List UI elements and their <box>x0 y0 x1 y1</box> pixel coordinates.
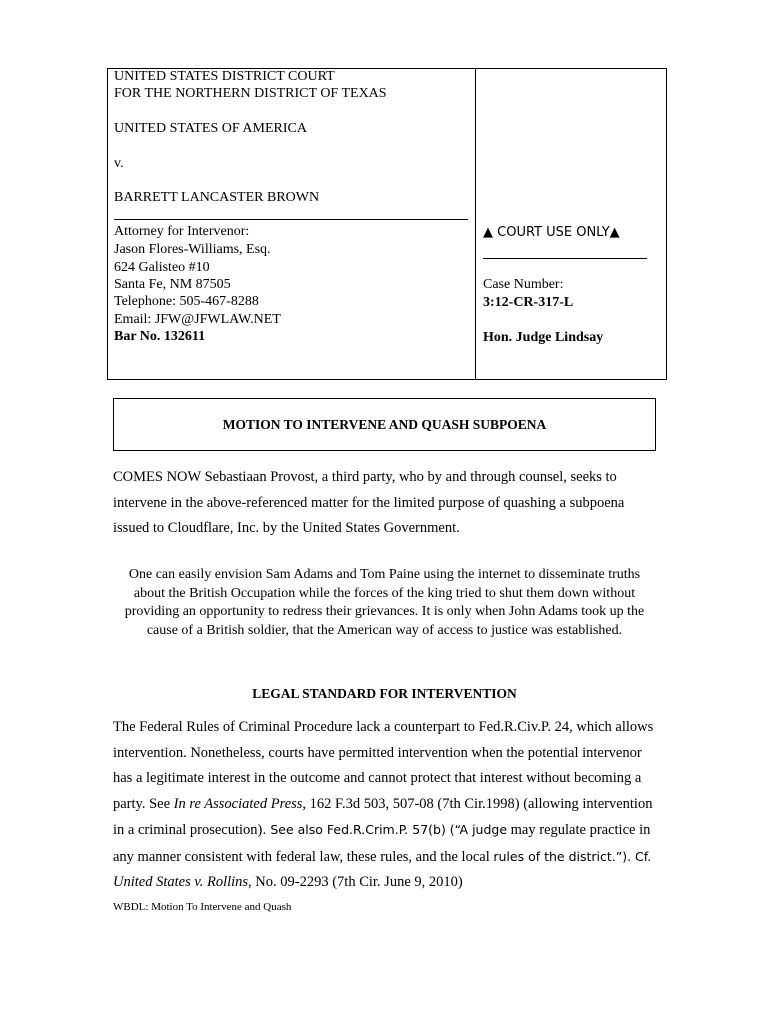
case-number: 3:12-CR-317-L <box>483 295 574 310</box>
court-use-only-label: ▲ COURT USE ONLY▲ <box>483 225 620 240</box>
case-caption-table <box>107 68 667 380</box>
attorney-name: Jason Flores-Williams, Esq. <box>114 242 271 257</box>
court-name-line2: FOR THE NORTHERN DISTRICT OF TEXAS <box>114 86 387 101</box>
case-citation-rollins: United States v. Rollins <box>113 874 249 890</box>
judge-name: Hon. Judge Lindsay <box>483 330 604 345</box>
case-number-label: Case Number: <box>483 277 564 292</box>
intro-paragraph: COMES NOW Sebastiaan Provost, a third party, who by and through counsel, seeks to intervene in the above-referenced matter for the limited purpose of quashing a subpoena issued to Cloudflare, Inc. by the United States Government. <box>113 469 625 536</box>
body-text-3: . See also Fed.R.Crim.P. 57(b) (“A judge <box>262 822 508 837</box>
body-text-5: rules of the district.”). Cf. <box>493 848 652 864</box>
attorney-address-line2: Santa Fe, NM 87505 <box>114 277 231 292</box>
attorney-email: Email: JFW@JFWLAW.NET <box>114 312 281 327</box>
plaintiff-name: UNITED STATES OF AMERICA <box>114 121 307 136</box>
block-quote: One can easily envision Sam Adams and Tom Paine using the internet to disseminate truths about the British Occupation while the forces of the king tried to shut them down without providing an opportunity to redress their grievances. It is only when John Adams took up the cause of a British soldier, that the American way of access to justice was established. <box>124 567 645 638</box>
body-text-1: The Federal Rules of Criminal Procedure lack a counterpart to Fed.R.Civ.P. 24, which allows intervention. Nonetheless, courts have permitted intervention when the potential intervenor has a legitimate interest in the outcome and cannot protect that interest without becoming a party. See <box>113 719 654 812</box>
document-title: MOTION TO INTERVENE AND QUASH SUBPOENA <box>222 416 547 432</box>
attorney-address-line1: 624 Galisteo #10 <box>114 260 210 275</box>
court-name-line1: UNITED STATES DISTRICT COURT <box>114 69 335 84</box>
attorney-label: Attorney for Intervenor: <box>114 224 250 239</box>
defendant-name: BARRETT LANCASTER BROWN <box>114 190 320 205</box>
caption-divider <box>114 219 468 220</box>
body-text-6: , No. 09-2293 (7th Cir. June 9, 2010) <box>248 874 463 890</box>
court-use-divider <box>483 258 647 259</box>
legal-standard-paragraph <box>113 715 658 896</box>
versus-label: v. <box>114 156 124 171</box>
caption-right-cell <box>476 69 666 379</box>
document-title-box <box>113 398 656 451</box>
attorney-telephone: Telephone: 505-467-8288 <box>114 294 259 309</box>
section-heading: LEGAL STANDARD FOR INTERVENTION <box>252 686 517 701</box>
caption-left-cell <box>108 69 476 379</box>
case-citation-associated-press: In re Associated Press <box>173 795 303 812</box>
bar-number: Bar No. 132611 <box>114 329 206 344</box>
body-text-4: may regulate practice in any manner consistent with federal law, these rules, and the local <box>113 822 651 865</box>
body-text-2: , 162 F.3d 503, 507-08 (7th Cir.1998) (allowing intervention in a criminal prosecution) <box>113 795 653 838</box>
page-footer: WBDL: Motion To Intervene and Quash <box>113 901 292 913</box>
